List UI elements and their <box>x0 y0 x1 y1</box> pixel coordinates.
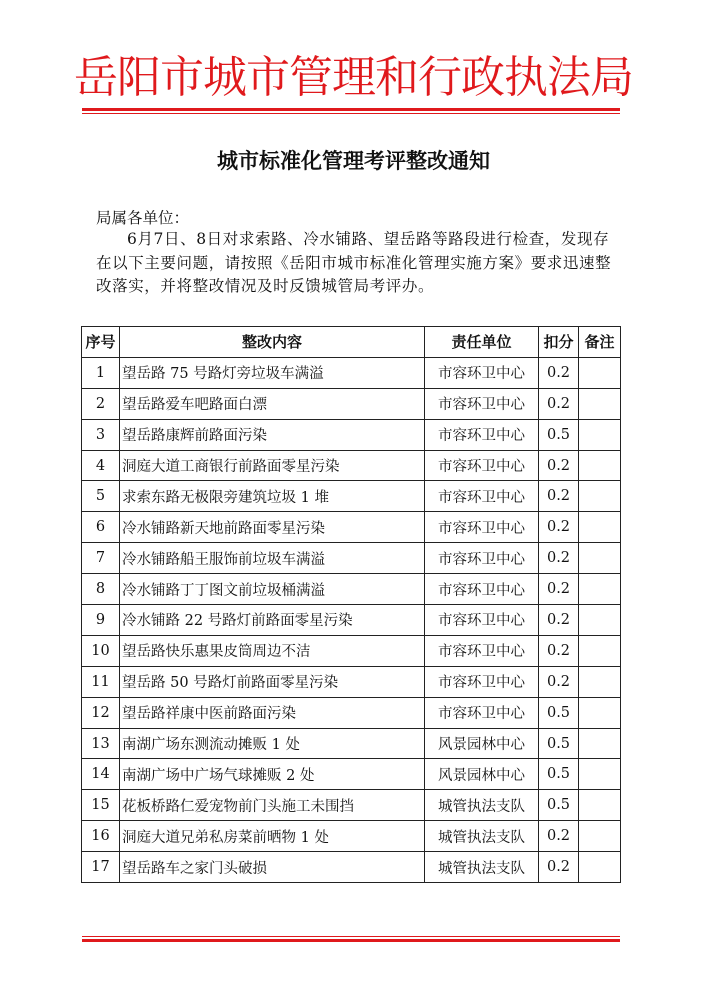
cell-remark <box>579 635 621 666</box>
cell-remark <box>579 388 621 419</box>
table-row <box>82 697 621 728</box>
table-row <box>82 357 621 388</box>
cell-unit: 市容环卫中心 <box>425 357 539 388</box>
footer-rule-thin <box>82 936 620 937</box>
cell-remark <box>579 481 621 512</box>
table-row <box>82 635 621 666</box>
cell-unit: 市容环卫中心 <box>425 512 539 543</box>
cell-score: 0.2 <box>539 852 579 883</box>
cell-no: 5 <box>82 481 120 512</box>
cell-unit: 风景园林中心 <box>425 759 539 790</box>
cell-unit: 市容环卫中心 <box>425 666 539 697</box>
cell-score: 0.2 <box>539 512 579 543</box>
cell-content: 望岳路爱车吧路面白漂 <box>120 388 425 419</box>
cell-remark <box>579 790 621 821</box>
salutation: 局属各单位： <box>96 209 190 227</box>
cell-unit: 市容环卫中心 <box>425 450 539 481</box>
table-row <box>82 419 621 450</box>
cell-remark <box>579 852 621 883</box>
table-row <box>82 574 621 605</box>
table-header-row <box>82 327 621 358</box>
cell-unit: 风景园林中心 <box>425 728 539 759</box>
cell-remark <box>579 419 621 450</box>
cell-content: 花板桥路仁爱宠物前门头施工未围挡 <box>120 790 425 821</box>
cell-score: 0.5 <box>539 759 579 790</box>
cell-score: 0.5 <box>539 790 579 821</box>
cell-no: 2 <box>82 388 120 419</box>
cell-unit: 市容环卫中心 <box>425 419 539 450</box>
cell-score: 0.2 <box>539 543 579 574</box>
cell-content: 冷水铺路船王服饰前垃圾车满溢 <box>120 543 425 574</box>
table-row <box>82 388 621 419</box>
cell-content: 洞庭大道工商银行前路面零星污染 <box>120 450 425 481</box>
table-row <box>82 728 621 759</box>
cell-content: 南湖广场中广场气球摊贩 2 处 <box>120 759 425 790</box>
cell-no: 12 <box>82 697 120 728</box>
cell-score: 0.2 <box>539 635 579 666</box>
cell-remark <box>579 357 621 388</box>
header-content: 整改内容 <box>120 327 425 358</box>
cell-remark <box>579 543 621 574</box>
cell-unit: 城管执法支队 <box>425 852 539 883</box>
cell-no: 15 <box>82 790 120 821</box>
cell-unit: 市容环卫中心 <box>425 481 539 512</box>
footer-rule-thick <box>82 939 620 942</box>
cell-unit: 城管执法支队 <box>425 790 539 821</box>
cell-content: 望岳路康辉前路面污染 <box>120 419 425 450</box>
cell-content: 冷水铺路丁丁图文前垃圾桶满溢 <box>120 574 425 605</box>
cell-score: 0.2 <box>539 605 579 636</box>
table-row <box>82 481 621 512</box>
notice-title: 城市标准化管理考评整改通知 <box>217 149 490 173</box>
table-row <box>82 759 621 790</box>
cell-no: 11 <box>82 666 120 697</box>
cell-remark <box>579 666 621 697</box>
table-row <box>82 821 621 852</box>
table-row <box>82 450 621 481</box>
cell-content: 南湖广场东测流动摊贩 1 处 <box>120 728 425 759</box>
cell-content: 求索东路无极限旁建筑垃圾 1 堆 <box>120 481 425 512</box>
agency-letterhead: 岳阳市城市管理和行政执法局 <box>74 52 633 103</box>
cell-remark <box>579 759 621 790</box>
cell-content: 望岳路 50 号路灯前路面零星污染 <box>120 666 425 697</box>
cell-no: 14 <box>82 759 120 790</box>
table-row <box>82 512 621 543</box>
cell-no: 17 <box>82 852 120 883</box>
cell-remark <box>579 450 621 481</box>
cell-score: 0.5 <box>539 419 579 450</box>
cell-no: 16 <box>82 821 120 852</box>
table-body <box>82 357 621 882</box>
cell-unit: 市容环卫中心 <box>425 574 539 605</box>
letterhead-rule-thick <box>82 108 620 111</box>
table-row <box>82 852 621 883</box>
cell-no: 3 <box>82 419 120 450</box>
cell-score: 0.2 <box>539 450 579 481</box>
cell-content: 冷水铺路 22 号路灯前路面零星污染 <box>120 605 425 636</box>
cell-unit: 城管执法支队 <box>425 821 539 852</box>
cell-unit: 市容环卫中心 <box>425 388 539 419</box>
table-row <box>82 605 621 636</box>
cell-content: 望岳路祥康中医前路面污染 <box>120 697 425 728</box>
cell-score: 0.2 <box>539 388 579 419</box>
header-remark: 备注 <box>579 327 621 358</box>
cell-score: 0.2 <box>539 821 579 852</box>
cell-remark <box>579 697 621 728</box>
cell-score: 0.2 <box>539 666 579 697</box>
cell-score: 0.2 <box>539 481 579 512</box>
cell-no: 10 <box>82 635 120 666</box>
table-row <box>82 666 621 697</box>
rectification-table <box>81 326 621 883</box>
cell-content: 望岳路 75 号路灯旁垃圾车满溢 <box>120 357 425 388</box>
cell-score: 0.5 <box>539 728 579 759</box>
cell-unit: 市容环卫中心 <box>425 635 539 666</box>
cell-unit: 市容环卫中心 <box>425 543 539 574</box>
letterhead-rule-thin <box>82 113 620 114</box>
cell-remark <box>579 821 621 852</box>
notice-body: 6月7日、8日对求索路、冷水铺路、望岳路等路段进行检查，发现存在以下主要问题，请按照《岳阳市城市标准化管理实施方案》要求迅速整改落实，并将整改情况及时反馈城管局考评办。 <box>96 230 612 295</box>
cell-remark <box>579 728 621 759</box>
cell-no: 8 <box>82 574 120 605</box>
cell-no: 7 <box>82 543 120 574</box>
cell-remark <box>579 574 621 605</box>
header-score: 扣分 <box>539 327 579 358</box>
cell-score: 0.2 <box>539 574 579 605</box>
cell-score: 0.2 <box>539 357 579 388</box>
table-row <box>82 790 621 821</box>
cell-content: 洞庭大道兄弟私房菜前晒物 1 处 <box>120 821 425 852</box>
cell-remark <box>579 512 621 543</box>
cell-score: 0.5 <box>539 697 579 728</box>
cell-remark <box>579 605 621 636</box>
cell-content: 望岳路车之家门头破损 <box>120 852 425 883</box>
cell-no: 6 <box>82 512 120 543</box>
cell-no: 9 <box>82 605 120 636</box>
header-no: 序号 <box>82 327 120 358</box>
table-row <box>82 543 621 574</box>
cell-unit: 市容环卫中心 <box>425 605 539 636</box>
header-unit: 责任单位 <box>425 327 539 358</box>
cell-content: 望岳路快乐惠果皮筒周边不洁 <box>120 635 425 666</box>
cell-no: 1 <box>82 357 120 388</box>
cell-no: 4 <box>82 450 120 481</box>
cell-no: 13 <box>82 728 120 759</box>
cell-content: 冷水铺路新天地前路面零星污染 <box>120 512 425 543</box>
cell-unit: 市容环卫中心 <box>425 697 539 728</box>
